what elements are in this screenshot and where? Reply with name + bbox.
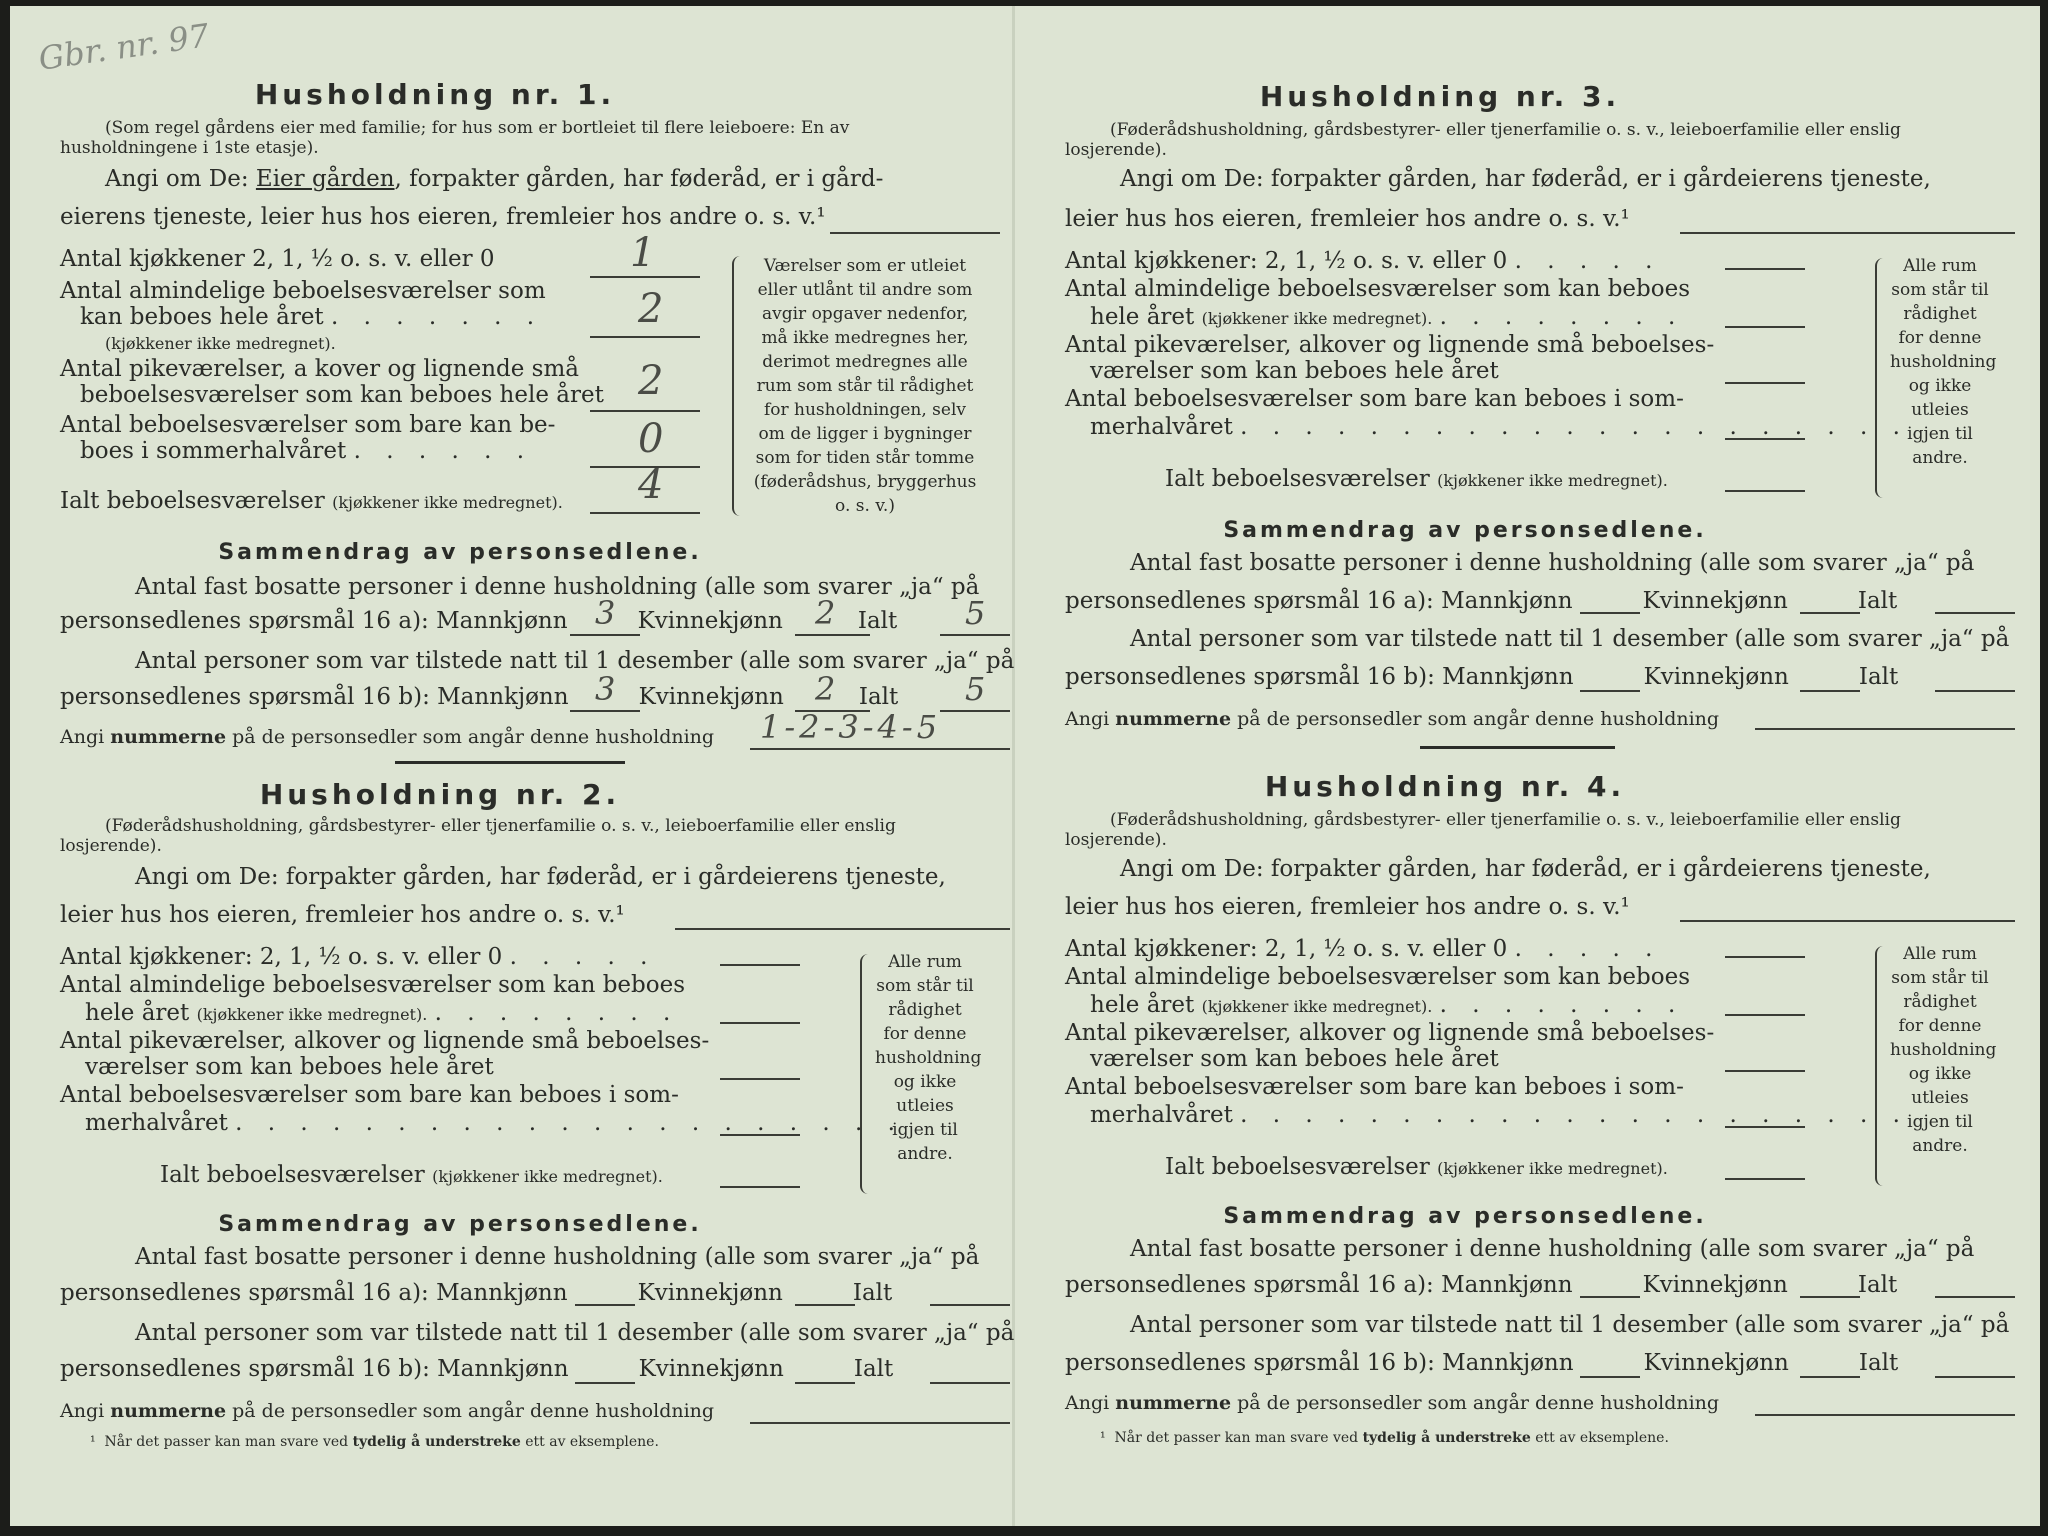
almindelige-label-1: Antal almindelige beboelsesværelser som	[60, 278, 546, 304]
hh2-side-note: Alle rum som står til rådighet for denne husholdning og ikke utleies igjen til andre.	[875, 952, 982, 1164]
ialt-line	[590, 512, 700, 514]
sommer-value: 0	[638, 416, 664, 462]
hh2-pike-line	[720, 1078, 800, 1080]
household-separator	[395, 761, 625, 764]
hh4-kjokken-line	[1725, 956, 1805, 958]
angi-label: Angi om De:	[105, 166, 249, 192]
b-mann-value: 3	[595, 670, 616, 708]
household-3-angi2: leier hus hos eieren, fremleier hos andre o. s. v.¹	[1065, 206, 1630, 232]
hh4-sum-a2: personsedlenes spørsmål 16 a): Mannkjønn Kvinnekjønn Ialt	[1065, 1272, 1898, 1298]
hh2-nummer: Angi nummerne på de personsedler som angår denne husholdning	[60, 1400, 715, 1422]
hh4-pike2: værelser som kan beboes hele året	[1090, 1046, 1499, 1072]
hh2-summary-heading: Sammendrag av personsedlene.	[218, 1212, 702, 1237]
summary-b-line2: personsedlenes spørsmål 16 b): Mannkjønn Kvinnekjønn Ialt	[60, 684, 899, 710]
hh3-a-mann-line	[1580, 612, 1640, 614]
hh3-a-ialt-line	[1935, 612, 2015, 614]
hh2-nummer-line	[750, 1422, 1010, 1424]
hh4-a-ialt-line	[1935, 1296, 2015, 1298]
household-2-note: (Føderådshusholdning, gårdsbestyrer- eller tjenerfamilie o. s. v., leieboerfamilie eller enslig losjerende).	[60, 816, 896, 856]
hh3-sum-a2: personsedlenes spørsmål 16 a): Mannkjønn Kvinnekjønn Ialt	[1065, 588, 1898, 614]
hh3-sum-b1: Antal personer som var tilstede natt til 1 desember (alle som svarer „ja“ på	[1130, 626, 2010, 652]
household-1-title: Husholdning nr. 1.	[254, 78, 616, 111]
pike-label-2: beboelsesværelser som kan beboes hele året	[80, 382, 604, 408]
ialt-value: 4	[638, 462, 664, 508]
hh3-somm1: Antal beboelsesværelser som bare kan beboes i som-	[1065, 386, 1684, 412]
household-1-angi-line1	[105, 166, 883, 192]
hh4-angi-line	[1680, 920, 2015, 922]
hh4-sum-b2: personsedlenes spørsmål 16 b): Mannkjønn Kvinnekjønn Ialt	[1065, 1350, 1899, 1376]
hh3-kjokken-line	[1725, 268, 1805, 270]
hh2-somm2: merhalvåret . . . . . . . . . . . . . . . . . . . . .	[85, 1110, 904, 1136]
hh3-alm2: hele året (kjøkkener ikke medregnet). . . . . . . . .	[1090, 304, 1685, 330]
hh4-nummer: Angi nummerne på de personsedler som angår denne husholdning	[1065, 1392, 1720, 1414]
a-ialt-line	[940, 634, 1010, 636]
hh2-b-ialt-line	[930, 1382, 1010, 1384]
household-3-note: (Føderådshusholdning, gårdsbestyrer- eller tjenerfamilie o. s. v., leieboerfamilie eller enslig losjerende).	[1065, 120, 1901, 160]
census-sheet	[10, 6, 2040, 1526]
hh4-kjokkener: Antal kjøkkener: 2, 1, ½ o. s. v. eller 0 . . . . .	[1065, 936, 1662, 962]
right-page	[1015, 6, 2040, 1526]
a-mann-line	[570, 634, 640, 636]
hh4-alm2: hele året (kjøkkener ikke medregnet). . . . . . . . .	[1090, 992, 1685, 1018]
hh4-ialt-line	[1725, 1178, 1805, 1180]
pike-value: 2	[638, 358, 664, 404]
summary-a-line2: personsedlenes spørsmål 16 a): Mannkjønn Kvinnekjønn Ialt	[60, 608, 898, 634]
hh3-b-kvinne-line	[1800, 690, 1860, 692]
hh4-pike-line	[1725, 1070, 1805, 1072]
hh3-alm-line	[1725, 326, 1805, 328]
hh2-b-kvinne-line	[795, 1382, 855, 1384]
hh4-ialt: Ialt beboelsesværelser (kjøkkener ikke medregnet).	[1165, 1154, 1668, 1180]
household-3-angi1: Angi om De: forpakter gården, har føderåd, er i gårdeierens tjeneste,	[1120, 166, 1931, 192]
hh4-sum-a1: Antal fast bosatte personer i denne husholdning (alle som svarer „ja“ på	[1130, 1236, 1975, 1262]
hh2-angi-line	[675, 928, 1010, 930]
b-ialt-value: 5	[965, 670, 986, 708]
hh4-summary-heading: Sammendrag av personsedlene.	[1223, 1204, 1707, 1229]
hh4-somm-line	[1725, 1126, 1805, 1128]
hh2-somm1: Antal beboelsesværelser som bare kan beboes i som-	[60, 1082, 679, 1108]
household-4-angi2: leier hus hos eieren, fremleier hos andre o. s. v.¹	[1065, 894, 1630, 920]
household-1-note: (Som regel gårdens eier med familie; for hus som er bortleiet til flere leieboere: En av husholdningene i 1ste etasje).	[60, 118, 850, 158]
hh2-pike1: Antal pikeværelser, alkover og lignende små beboelses-	[60, 1028, 710, 1054]
a-kvinne-line	[795, 634, 870, 636]
angi-rest: , forpakter gården, har føderåd, er i gård-	[394, 166, 884, 192]
nummer-line: Angi nummerne på de personsedler som angår denne husholdning	[60, 726, 715, 748]
almindelige-note: (kjøkkener ikke medregnet).	[105, 334, 336, 353]
left-page	[10, 6, 1015, 1526]
hh3-nummer: Angi nummerne på de personsedler som angår denne husholdning	[1065, 708, 1720, 730]
hh3-kjokkener: Antal kjøkkener: 2, 1, ½ o. s. v. eller 0 . . . . .	[1065, 248, 1662, 274]
hh3-angi-line	[1680, 232, 2015, 234]
hh2-alm1: Antal almindelige beboelsesværelser som kan beboes	[60, 972, 686, 998]
household-4-note: (Føderådshusholdning, gårdsbestyrer- eller tjenerfamilie o. s. v., leieboerfamilie eller enslig losjerende).	[1065, 810, 1901, 850]
hh3-side-note: Alle rum som står til rådighet for denne husholdning og ikke utleies igjen til andre.	[1890, 256, 1997, 468]
household-separator-right	[1420, 746, 1615, 749]
eier-gaarden-underlined: Eier gården	[255, 166, 395, 192]
household-2-angi1: Angi om De: forpakter gården, har føderåd, er i gårdeierens tjeneste,	[135, 864, 946, 890]
angi-answer-line	[830, 232, 1000, 234]
nummer-value: 1-2-3-4-5	[760, 708, 942, 746]
hh4-side-note: Alle rum som står til rådighet for denne husholdning og ikke utleies igjen til andre.	[1890, 944, 1997, 1156]
almindelige-label-2: kan beboes hele året . . . . . . .	[80, 304, 544, 330]
kjokkener-value: 1	[630, 230, 656, 276]
a-mann-value: 3	[595, 594, 616, 632]
hh2-a-kvinne-line	[795, 1304, 855, 1306]
hh3-sum-b2: personsedlenes spørsmål 16 b): Mannkjønn Kvinnekjønn Ialt	[1065, 664, 1899, 690]
almindelige-value: 2	[638, 286, 664, 332]
summary-a-line1: Antal fast bosatte personer i denne husholdning (alle som svarer „ja“ på	[135, 574, 980, 600]
hh2-sum-b1: Antal personer som var tilstede natt til 1 desember (alle som svarer „ja“ på	[135, 1320, 1015, 1346]
hh2-kjokkener: Antal kjøkkener: 2, 1, ½ o. s. v. eller 0 . . . . .	[60, 944, 657, 970]
side-note: Værelser som er utleiet eller utlånt til andre som avgir opgaver nedenfor, må ikke medregnes her, derimot medregnes alle rum som står til rådighet for husholdningen, selv om de ligger i bygninger som for tiden står tomme (føderådshus, bryggerhus o. s. v.)	[753, 256, 977, 516]
summary-heading: Sammendrag av personsedlene.	[218, 540, 702, 565]
household-4-angi1: Angi om De: forpakter gården, har føderåd, er i gårdeierens tjeneste,	[1120, 856, 1931, 882]
hh3-b-ialt-line	[1935, 690, 2015, 692]
almindelige-line	[590, 336, 700, 338]
a-ialt-value: 5	[965, 594, 986, 632]
kjokkener-line	[590, 276, 700, 278]
hh2-alm2: hele året (kjøkkener ikke medregnet). . . . . . . . .	[85, 1000, 680, 1026]
footnote-right: ¹ Når det passer kan man svare ved tydelig å understreke ett av eksemplene.	[1100, 1430, 1669, 1446]
household-4-title: Husholdning nr. 4.	[1264, 770, 1626, 803]
hh3-somm-line	[1725, 438, 1805, 440]
hh2-brace	[860, 954, 872, 1194]
hh3-ialt-line	[1725, 490, 1805, 492]
hh2-kjokken-line	[720, 964, 800, 966]
hh3-a-kvinne-line	[1800, 612, 1860, 614]
hh2-somm-line	[720, 1134, 800, 1136]
hh4-somm2: merhalvåret . . . . . . . . . . . . . . . . . . . . .	[1090, 1102, 1909, 1128]
hh4-a-mann-line	[1580, 1296, 1640, 1298]
hh2-alm-line	[720, 1022, 800, 1024]
sommer-label-1: Antal beboelsesværelser som bare kan be-	[60, 412, 556, 438]
hh3-somm2: merhalvåret . . . . . . . . . . . . . . . . . . . . .	[1090, 414, 1909, 440]
hh3-b-mann-line	[1580, 690, 1640, 692]
kjokkener-label: Antal kjøkkener 2, 1, ½ o. s. v. eller 0	[60, 246, 495, 272]
margin-scribble: Gbr. nr. 97	[36, 16, 212, 78]
hh3-pike-line	[1725, 382, 1805, 384]
household-2-title: Husholdning nr. 2.	[259, 778, 621, 811]
hh3-nummer-line	[1755, 728, 2015, 730]
household-2-angi2: leier hus hos eieren, fremleier hos andre o. s. v.¹	[60, 902, 625, 928]
hh4-nummer-line	[1755, 1414, 2015, 1416]
a-kvinne-value: 2	[815, 594, 836, 632]
hh3-brace	[1875, 258, 1887, 498]
hh2-a-mann-line	[575, 1304, 635, 1306]
ialt-label: Ialt beboelsesværelser (kjøkkener ikke medregnet).	[60, 488, 563, 514]
hh3-alm1: Antal almindelige beboelsesværelser som kan beboes	[1065, 276, 1691, 302]
hh2-sum-a1: Antal fast bosatte personer i denne husholdning (alle som svarer „ja“ på	[135, 1244, 980, 1270]
pike-line	[590, 410, 700, 412]
hh2-ialt: Ialt beboelsesværelser (kjøkkener ikke medregnet).	[160, 1162, 663, 1188]
hh3-summary-heading: Sammendrag av personsedlene.	[1223, 518, 1707, 543]
household-3-title: Husholdning nr. 3.	[1259, 80, 1621, 113]
summary-b-line1: Antal personer som var tilstede natt til 1 desember (alle som svarer „ja“ på	[135, 648, 1015, 674]
hh2-pike2: værelser som kan beboes hele året	[85, 1054, 494, 1080]
hh2-b-mann-line	[575, 1382, 635, 1384]
hh3-pike1: Antal pikeværelser, alkover og lignende små beboelses-	[1065, 332, 1715, 358]
household-1-angi-line2: eierens tjeneste, leier hus hos eieren, fremleier hos andre o. s. v.¹	[60, 204, 826, 230]
footnote-left: ¹ Når det passer kan man svare ved tydelig å understreke ett av eksemplene.	[90, 1434, 659, 1450]
hh4-somm1: Antal beboelsesværelser som bare kan beboes i som-	[1065, 1074, 1684, 1100]
b-mann-line	[570, 710, 640, 712]
sommer-label-2: boes i sommerhalvåret . . . . . .	[80, 438, 534, 464]
hh2-sum-b2: personsedlenes spørsmål 16 b): Mannkjønn Kvinnekjønn Ialt	[60, 1356, 894, 1382]
b-ialt-line	[940, 710, 1010, 712]
hh2-a-ialt-line	[930, 1304, 1010, 1306]
hh4-b-mann-line	[1580, 1376, 1640, 1378]
hh4-pike1: Antal pikeværelser, alkover og lignende små beboelses-	[1065, 1020, 1715, 1046]
hh4-alm1: Antal almindelige beboelsesværelser som kan beboes	[1065, 964, 1691, 990]
hh4-b-kvinne-line	[1800, 1376, 1860, 1378]
hh3-sum-a1: Antal fast bosatte personer i denne husholdning (alle som svarer „ja“ på	[1130, 550, 1975, 576]
hh4-brace	[1875, 946, 1887, 1186]
hh4-b-ialt-line	[1935, 1376, 2015, 1378]
nummer-answer-line	[750, 748, 1010, 750]
side-brace	[732, 256, 744, 516]
hh2-ialt-line	[720, 1186, 800, 1188]
b-kvinne-value: 2	[815, 670, 836, 708]
hh3-pike2: værelser som kan beboes hele året	[1090, 358, 1499, 384]
hh4-a-kvinne-line	[1800, 1296, 1860, 1298]
pike-label-1: Antal pikeværelser, a kover og lignende små	[60, 356, 579, 382]
hh2-sum-a2: personsedlenes spørsmål 16 a): Mannkjønn Kvinnekjønn Ialt	[60, 1280, 893, 1306]
hh4-alm-line	[1725, 1014, 1805, 1016]
hh4-sum-b1: Antal personer som var tilstede natt til 1 desember (alle som svarer „ja“ på	[1130, 1312, 2010, 1338]
hh3-ialt: Ialt beboelsesværelser (kjøkkener ikke medregnet).	[1165, 466, 1668, 492]
